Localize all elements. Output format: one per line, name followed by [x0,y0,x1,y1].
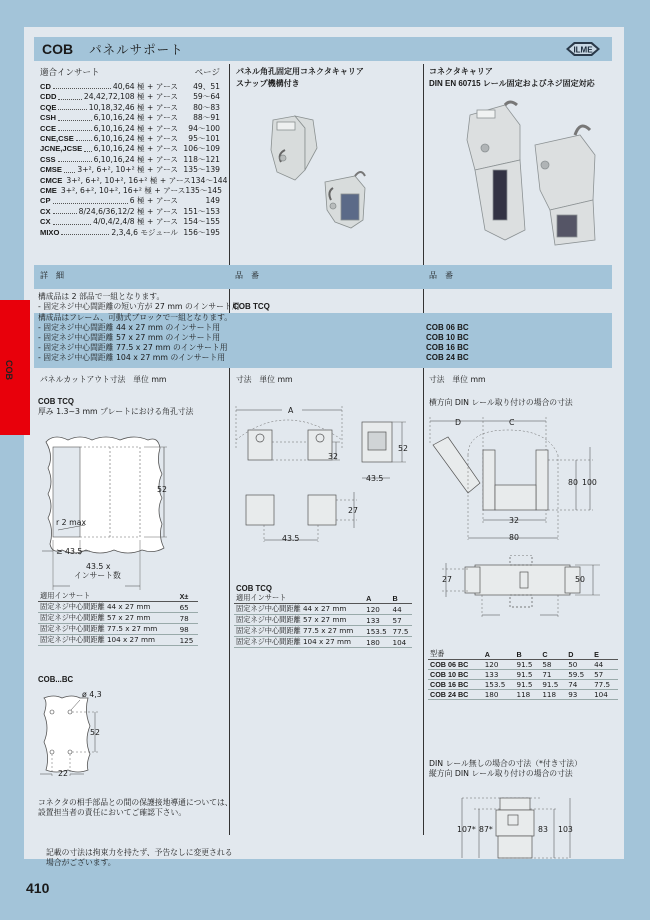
cutout-radius-label: r 2 max [56,518,87,527]
table-cell: 133 [364,615,390,626]
compat-code: CD [40,82,51,91]
bc-small-title: COB...BC [38,675,74,684]
table-row [38,613,198,624]
tcq-cutout-subtitle: 厚み 1.3~3 mm プレートにおける角孔寸法 [38,407,194,416]
table-x-values [38,591,198,646]
compat-page-heading: ページ [194,68,220,78]
table-cell: 104 [592,690,618,700]
col3-title-1: コネクタキャリア [429,67,493,76]
compat-page: 149 [205,196,220,206]
table-row [234,615,412,626]
table-bc-values [428,649,618,700]
table-row [234,637,412,648]
bc-vert-83: 83 [538,825,548,834]
table-cell: 91.5 [540,680,566,690]
compat-row [40,228,220,238]
part-no-heading-1: 品 番 [235,271,259,280]
table-cell: 91.5 [515,670,541,680]
table-cell: 153.5 [364,626,390,637]
part-number-cob-tcq: COB TCQ [233,302,270,311]
table-cell: 固定ネジ中心間距離 104 x 27 mm [234,637,364,648]
col1-dim-label: パネルカットアウト寸法 単位 mm [40,375,167,384]
compat-poles: 6 極 + アース [129,196,178,206]
table-cell: 57 [592,670,618,680]
bc-rail-title: 横方向 DIN レール取り付けの場合の寸法 [429,398,573,407]
table-header: E [592,649,618,660]
compat-page: 49、51 [193,82,220,91]
compat-page: 88～91 [193,113,220,123]
compat-row [40,207,220,217]
table-cell: 58 [540,660,566,670]
table-cell: 93 [566,690,592,700]
part-number-cob-10-bc: COB 10 BC [426,333,469,342]
tcq-dim-32: 32 [328,452,338,461]
table-cell: 固定ネジ中心間距離 57 x 27 mm [234,615,364,626]
bc-vert-107: 107* [457,825,476,834]
bc-vert-103: 103 [558,825,573,834]
compat-page: 95～101 [188,134,220,144]
table-header: C [540,649,566,660]
table-cell: 120 [364,604,390,615]
table-cell: COB 06 BC [428,660,483,670]
tcq-dimension-drawing [232,400,417,545]
compat-page: 135～139 [183,165,220,175]
compat-page: 151～153 [183,206,220,216]
cob-tcq-product-image [255,110,385,230]
title-bar [34,37,612,61]
col2-title-2: スナップ機構付き [236,79,300,88]
table-cell: 125 [178,635,198,646]
table-cell: 固定ネジ中心間距離 44 x 27 mm [234,604,364,615]
compat-page: 154～155 [183,217,220,227]
bc-vert-title-1: DIN レール無しの場合の寸法（*付き寸法） [429,759,582,768]
leader-dots [58,113,92,120]
bc-rail-c: C [509,418,515,427]
compat-code: CCE [40,123,57,133]
table-cell: 77.5 [391,626,413,637]
details-header-band [34,265,612,289]
table-cell: 91.5 [515,680,541,690]
compat-page: 80～83 [193,102,220,112]
leader-dots [58,103,86,110]
tcq-dim-43-5b: 43.5 [282,534,300,543]
page-number: 410 [26,880,50,896]
table-cell: 71 [540,670,566,680]
compat-row [40,155,220,165]
table-cell: 98 [178,624,198,635]
leader-dots [61,228,109,235]
compat-heading: 適合インサート [40,68,100,78]
compat-row [40,186,220,196]
table-row [234,604,412,615]
leader-dots [76,134,92,141]
table-row [428,660,618,670]
tcq-dim-27: 27 [348,506,358,515]
compat-code: CQE [40,102,57,112]
table-cell: COB 10 BC [428,670,483,680]
compat-code: CMSE [40,165,62,175]
compat-code: CDD [40,92,57,102]
table-tcq-header-b: B [391,593,413,604]
compat-row [40,103,220,113]
compat-poles: 8/24,6/36,12/2 極 + アース [78,206,178,216]
detail-heading: 詳 細 [40,271,64,280]
compat-page: 134～144 [190,175,228,185]
table-cell: 180 [364,637,390,648]
table-row [234,626,412,637]
table-row [428,690,618,700]
compat-code: CME [40,186,57,196]
tcq-dim-43-5: 43.5 [366,474,384,483]
compat-poles: 6,10,16,24 極 + アース [93,154,178,164]
bc-rail-d: D [455,418,462,427]
cutout-total-width-1: 43.5 x [86,562,111,571]
col2-dim-label: 寸法 単位 mm [236,375,293,384]
table-cell: COB 24 BC [428,690,483,700]
compat-poles: 4/0,4/2,4/8 極 + アース [93,217,178,227]
tcq-detail-2: - 固定ネジ中心間距離の短い方が 27 mm のインサート用 [38,302,240,311]
compat-code: JCNE,JCSE [40,144,83,154]
table-row [428,680,618,690]
table-header: A [483,649,515,660]
bc-rail-32: 32 [509,516,519,525]
table-cell: 固定ネジ中心間距離 77.5 x 27 mm [234,626,364,637]
title-text: パネルサポート [89,42,184,57]
table-cell: COB 16 BC [428,680,483,690]
col3-title-2: DIN EN 60715 レール固定およびネジ固定対応 [429,79,595,88]
compat-row [40,175,228,186]
compat-row [40,165,220,175]
bc-hole-height: 52 [90,728,100,737]
bc-hole-width: 22 [58,769,68,778]
table-header: B [515,649,541,660]
compat-poles: 3+², 6+², 10+², 16+² 極 + アース [66,175,191,185]
table-cell: 153.5 [483,680,515,690]
leader-dots [58,92,81,99]
table-cell: 104 [391,637,413,648]
table-tcq-title: COB TCQ [236,584,272,593]
table-header: 型番 [428,649,483,660]
compat-poles: 6,10,16,24 極 + アース [93,123,178,133]
compat-poles: 2,3,4,6 モジュール [111,227,178,237]
compat-list [40,82,228,238]
col2-title-1: パネル角孔固定用コネクタキャリア [236,67,364,76]
table-cell: 120 [483,660,515,670]
compat-row [40,217,220,227]
cutout-total-width-2: インサート数 [74,571,121,580]
leader-dots [84,144,91,151]
table-tcq-header-a: A [364,593,390,604]
compat-page: 118～121 [183,154,220,164]
bc-detail-3: - 固定ネジ中心間距離 57 x 27 mm のインサート用 [38,333,221,342]
ground-note-1: コネクタの相手部品との間の保護接地導通については、 [38,798,233,807]
compat-row [40,92,220,102]
table-row [38,624,198,635]
table-cell: 74 [566,680,592,690]
side-tab-cob[interactable] [0,300,30,435]
table-row [38,602,198,613]
table-cell: 固定ネジ中心間距離 104 x 27 mm [38,635,178,646]
table-cell: 77.5 [592,680,618,690]
compat-code: CNE,CSE [40,134,74,144]
compat-row [40,196,220,206]
bc-top-27: 27 [442,575,452,584]
bc-detail-4: - 固定ネジ中心間距離 77.5 x 27 mm のインサート用 [38,343,228,352]
part-number-cob-24-bc: COB 24 BC [426,353,469,362]
leader-dots [58,124,92,131]
part-number-cob-16-bc: COB 16 BC [426,343,469,352]
bc-rail-80w: 80 [509,533,519,542]
cob-bc-product-image [455,100,605,250]
table-tcq-header-insert: 適用インサート [234,593,364,604]
compat-row [40,134,220,144]
compat-code: CP [40,196,51,206]
table-cell: 固定ネジ中心間距離 57 x 27 mm [38,613,178,624]
table-cell: 44 [592,660,618,670]
compat-code: CX [40,217,51,227]
table-cell: 78 [178,613,198,624]
table-cell: 固定ネジ中心間距離 44 x 27 mm [38,602,178,613]
bc-top-view-drawing [440,555,610,625]
table-row [428,670,618,680]
bc-top-50: 50 [575,575,585,584]
bc-rail-100: 100 [582,478,597,487]
column-divider-2b [423,374,424,835]
bc-hole-drawing [40,690,120,780]
table-cell: 118 [540,690,566,700]
table-cell: 91.5 [515,660,541,670]
bc-hole-diameter: ø 4,3 [82,690,102,699]
compat-row [40,144,220,154]
leader-dots [58,155,92,162]
cutout-min-width-label: ≥ 43.5 [56,547,83,556]
table-cell: 118 [515,690,541,700]
compat-code: CX [40,206,51,216]
col3-dim-label: 寸法 単位 mm [429,375,486,384]
compat-page: 156～195 [183,227,220,237]
compat-code: CSH [40,113,57,123]
table-cell: 65 [178,602,198,613]
disclaimer-1: 記載の寸法は拘束力を持たず、予告なしに変更される [46,848,233,857]
compat-page: 94～100 [188,123,220,133]
tcq-detail-1: 構成品は 2 部品で一組となります。 [38,292,165,301]
compat-poles: 3+², 6+², 10+², 16+² 極 + アース [60,186,186,196]
title-code: COB [42,41,74,57]
compat-poles: 6,10,16,24 極 + アース [93,134,178,144]
table-cell: 57 [391,615,413,626]
compat-row [40,113,220,123]
leader-dots [53,196,128,203]
bc-rail-80h: 80 [568,478,578,487]
leader-dots [53,217,92,224]
compat-page: 59～64 [193,92,220,102]
ilme-logo-icon [566,41,600,57]
table-x-header-insert: 適用インサート [38,591,178,602]
tcq-cutout-title: COB TCQ [38,397,74,406]
compat-code: MIXO [40,227,60,237]
ground-note-2: 設置担当者の責任においてご確認下さい。 [38,808,187,817]
svg-text:ILME: ILME [573,45,593,55]
table-cell: 44 [391,604,413,615]
compat-poles: 40,64 極 + アース [112,82,178,91]
bc-detail-1: 構成品はフレーム、可動式ブロックで一組となります。 [38,313,233,322]
bc-detail-5: - 固定ネジ中心間距離 104 x 27 mm のインサート用 [38,353,226,362]
compat-row [40,82,220,92]
compat-code: CMCE [40,175,63,185]
column-divider-1 [229,64,230,835]
side-tab-label: COB [4,360,14,380]
bc-vert-title-2: 縦方向 DIN レール取り付けの場合の寸法 [429,769,573,778]
bc-vert-87: 87* [479,825,493,834]
table-cell: 50 [566,660,592,670]
table-header: D [566,649,592,660]
compat-header [40,66,220,78]
bc-detail-2: - 固定ネジ中心間距離 44 x 27 mm のインサート用 [38,323,221,332]
compat-code: CSS [40,154,56,164]
leader-dots [53,207,77,214]
table-cell: 固定ネジ中心間距離 77.5 x 27 mm [38,624,178,635]
compat-poles: 6,10,16,24 極 + アース [93,113,178,123]
part-no-heading-2: 品 番 [429,271,453,280]
tcq-dim-a: A [288,406,294,415]
leader-dots [64,165,75,172]
table-row [38,635,198,646]
compat-page: 106～109 [183,144,220,154]
leader-dots [53,82,111,89]
compat-row [40,124,220,134]
compat-poles: 24,42,72,108 極 + アース [83,92,178,102]
compat-poles: 3+², 6+², 10+² 極 + アース [77,165,178,175]
table-x-header-x: X± [178,591,198,602]
table-tcq-values [234,593,412,648]
compat-poles: 6,10,16,24 極 + アース [93,144,178,154]
cutout-height-label: 52 [157,485,167,494]
disclaimer-2: 場合がございます。 [46,858,116,867]
tcq-dim-52: 52 [398,444,408,453]
part-number-cob-06-bc: COB 06 BC [426,323,469,332]
table-cell: 59.5 [566,670,592,680]
table-cell: 133 [483,670,515,680]
table-cell: 180 [483,690,515,700]
compat-page: 135～145 [185,186,222,196]
compat-poles: 10,18,32,46 極 + アース [88,102,178,112]
